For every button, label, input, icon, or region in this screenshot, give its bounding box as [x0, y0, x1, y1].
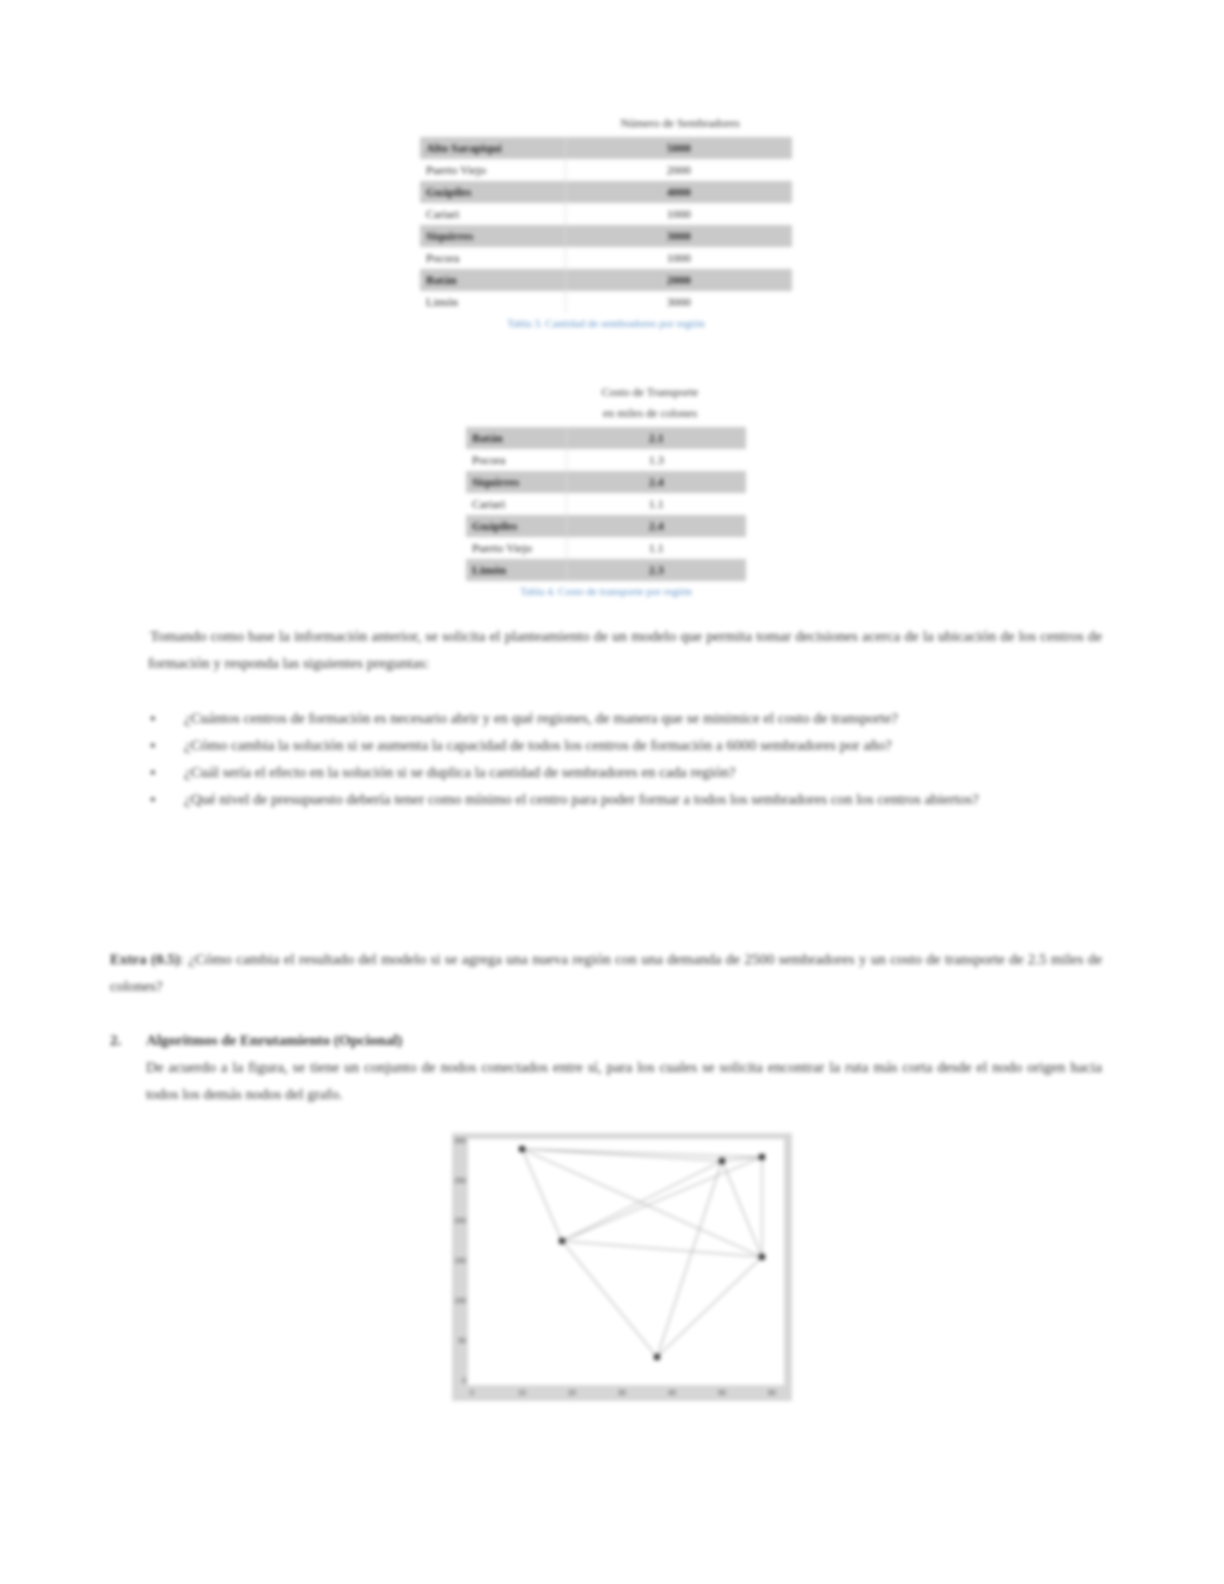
table-row [420, 225, 792, 247]
row-value: 2000 [565, 269, 792, 291]
row-label: Siquirres [420, 225, 565, 247]
row-label: Guápiles [420, 181, 565, 203]
row-label: Pocora [466, 449, 566, 471]
table-row [466, 493, 746, 515]
y-tick-label: 50 [458, 1338, 466, 1345]
graph-node [519, 1146, 525, 1152]
y-tick-label: 0 [462, 1378, 466, 1385]
y-tick-label: 300 [454, 1138, 466, 1145]
row-value: 3000 [666, 294, 691, 309]
question-text: ¿Cómo cambia la solución si se aumenta la capacidad de todos los centros de formación a 6000 sembradores por año? [184, 738, 892, 754]
list-item [146, 733, 1102, 760]
graph-plot [452, 1133, 792, 1401]
x-tick-label: 20 [568, 1390, 576, 1397]
bullet-icon: • [150, 792, 156, 809]
questions-list [146, 706, 1102, 814]
table-row [420, 247, 792, 269]
section-title: Algoritmos de Enrutamiento (Opcional) [146, 1033, 403, 1049]
table-row [420, 181, 792, 203]
intro-paragraph: Tomando como base la información anterior, se solicita el planteamiento de un modelo que permita tomar decisiones acerca de la ubicación de los centros de formación y responda las siguientes preguntas: [148, 629, 1102, 672]
table2-header-line2: en miles de colones [602, 406, 698, 420]
x-tick-label: 40 [668, 1390, 676, 1397]
bullet-icon: • [150, 711, 156, 728]
question-text: ¿Cuántos centros de formación es necesario abrir y en qué regiones, de manera que se minimice el costo de transporte? [184, 711, 898, 727]
row-value: 1.3 [648, 452, 664, 467]
row-value: 2.1 [566, 427, 746, 449]
table-row [466, 559, 746, 581]
table-row [466, 449, 746, 471]
row-value: 1.1 [648, 540, 664, 555]
table-row [466, 537, 746, 559]
table-row [466, 427, 746, 449]
table-row [466, 471, 746, 493]
section-number: 2. [110, 1033, 122, 1049]
table-row [420, 269, 792, 291]
row-label: Puerto Viejo [420, 159, 565, 181]
row-label: Batán [420, 269, 565, 291]
row-label: Cariari [466, 493, 566, 515]
table-sembradores [420, 137, 792, 313]
row-value: 5000 [565, 137, 792, 159]
row-label: Batán [466, 427, 566, 449]
graph-node [759, 1154, 765, 1160]
bullet-icon: • [150, 765, 156, 782]
y-tick-label: 100 [454, 1298, 466, 1305]
row-label: Limón [466, 559, 566, 581]
section-text: De acuerdo a la figura, se tiene un conjunto de nodos conectados entre sí, para los cuales se solicita encontrar la ruta más corta desde el nodo origen hacia todos los demás nodos del grafo. [146, 1060, 1102, 1103]
row-value: 2.4 [566, 515, 746, 537]
table2-caption: Tabla 4. Costo de transporte por región [520, 586, 692, 598]
extra-paragraph [110, 947, 1102, 1001]
table2-header-line1: Costo de Transporte [601, 385, 699, 399]
row-label: Pocora [420, 247, 565, 269]
extra-label: Extra (0.5) [110, 952, 180, 968]
row-value: 1000 [666, 250, 691, 265]
table-row [420, 203, 792, 225]
graph-node [719, 1158, 725, 1164]
row-value: 1000 [666, 206, 691, 221]
row-value: 3000 [565, 225, 792, 247]
row-label: Guápiles [466, 515, 566, 537]
row-label: Cariari [420, 203, 565, 225]
graph-node [559, 1238, 565, 1244]
section-heading [110, 1028, 1102, 1055]
x-tick-label: 0 [470, 1390, 474, 1397]
table-row [466, 515, 746, 537]
row-label: Siquirres [466, 471, 566, 493]
row-value: 1.1 [648, 496, 664, 511]
graph-figure [452, 1133, 792, 1401]
list-item [146, 760, 1102, 787]
graph-node [654, 1354, 660, 1360]
plot-area [468, 1139, 784, 1385]
row-label: Puerto Viejo [466, 537, 566, 559]
list-item [146, 787, 1102, 814]
y-tick-label: 250 [454, 1178, 466, 1185]
table1-header: Número de Sembradores [620, 116, 740, 130]
row-label: Limón [420, 291, 565, 313]
row-label: Alto Sarapiquí [420, 137, 565, 159]
bullet-icon: • [150, 738, 156, 755]
list-item [146, 706, 1102, 733]
extra-text: : ¿Cómo cambia el resultado del modelo si se agrega una nueva región con una demanda de 2500 sembradores y un costo de transporte de 2.5 miles de colones? [110, 952, 1102, 995]
row-value: 2.4 [566, 471, 746, 493]
table-costo-transporte [466, 427, 746, 581]
row-value: 4000 [565, 181, 792, 203]
table1-caption: Tabla 3. Cantidad de sembradores por región [507, 318, 705, 330]
x-tick-label: 10 [518, 1390, 526, 1397]
row-value: 2000 [666, 162, 691, 177]
question-text: ¿Cuál sería el efecto en la solución si se duplica la cantidad de sembradores en cada región? [184, 765, 736, 781]
y-tick-label: 150 [454, 1258, 466, 1265]
table-row [420, 291, 792, 313]
table-row [420, 137, 792, 159]
row-value: 2.3 [566, 559, 746, 581]
y-tick-label: 200 [454, 1218, 466, 1225]
x-tick-label: 30 [618, 1390, 626, 1397]
x-tick-label: 50 [718, 1390, 726, 1397]
table-row [420, 159, 792, 181]
graph-node [759, 1254, 765, 1260]
x-tick-label: 60 [768, 1390, 776, 1397]
question-text: ¿Qué nivel de presupuesto debería tener como mínimo el centro para poder formar a todos los sembradores con los centros abiertos? [184, 792, 979, 808]
